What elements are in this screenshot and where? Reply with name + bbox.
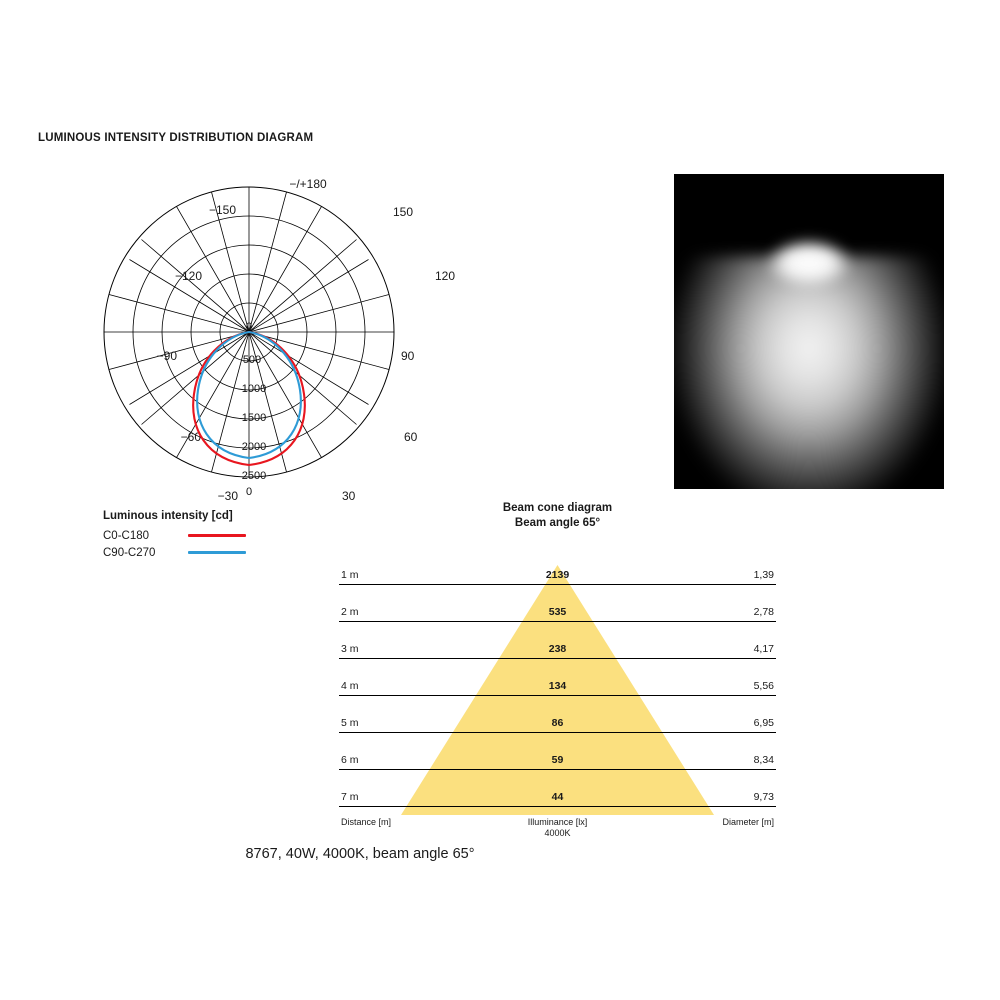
- svg-text:2000: 2000: [241, 441, 267, 453]
- legend-swatch-c90-c270: [188, 551, 246, 554]
- cone-row-diameter: 4,17: [753, 643, 774, 655]
- cone-row-distance: 2 m: [341, 606, 359, 618]
- polar-chart-legend: [103, 510, 323, 561]
- svg-text:−90: −90: [156, 349, 177, 363]
- cone-row-diameter: 2,78: [753, 606, 774, 618]
- cone-row: [339, 676, 776, 713]
- footer-illuminance-label: [339, 817, 776, 839]
- cone-row-illuminance: 2139: [545, 569, 570, 581]
- beam-photograph: [674, 174, 944, 489]
- cone-row-rule: [339, 806, 776, 807]
- cone-row-illuminance: 535: [548, 606, 567, 618]
- beam-cone-footer: [339, 817, 776, 841]
- cone-row-illuminance: 44: [551, 791, 564, 803]
- legend-item-c90-c270: [103, 544, 323, 561]
- svg-text:2500: 2500: [241, 470, 267, 482]
- svg-text:−150: −150: [208, 203, 236, 217]
- cone-row-distance: 3 m: [341, 643, 359, 655]
- svg-text:60: 60: [404, 430, 418, 444]
- cone-row-rule: [339, 584, 776, 585]
- footer-distance-label: Distance [m]: [341, 817, 392, 827]
- cone-row-diameter: 9,73: [753, 791, 774, 803]
- cone-row: [339, 639, 776, 676]
- cone-row-distance: 1 m: [341, 569, 359, 581]
- cone-row-rule: [339, 769, 776, 770]
- svg-text:0: 0: [245, 321, 253, 333]
- cone-row-rule: [339, 732, 776, 733]
- footer-diameter-label: Diameter [m]: [722, 817, 774, 827]
- page-title: LUMINOUS INTENSITY DISTRIBUTION DIAGRAM: [38, 132, 314, 144]
- svg-text:30: 30: [342, 489, 356, 503]
- cone-row: [339, 602, 776, 639]
- svg-text:120: 120: [435, 269, 456, 283]
- polar-ring-labels: [242, 321, 266, 498]
- cone-row-rule: [339, 658, 776, 659]
- cone-row-illuminance: 59: [551, 754, 564, 766]
- footer-illuminance-line1: Illuminance [lx]: [527, 817, 588, 827]
- svg-text:1500: 1500: [241, 412, 267, 424]
- cone-row: [339, 750, 776, 787]
- cone-row-distance: 6 m: [341, 754, 359, 766]
- cone-row: [339, 713, 776, 750]
- cone-row-diameter: 1,39: [753, 569, 774, 581]
- legend-item-c0-c180: [103, 527, 323, 544]
- legend-label-c0-c180: C0-C180: [103, 529, 150, 542]
- cone-row-diameter: 8,34: [753, 754, 774, 766]
- legend-swatch-c0-c180: [188, 534, 246, 537]
- cone-row-diameter: 6,95: [753, 717, 774, 729]
- luminous-intensity-polar-chart: [60, 160, 460, 510]
- beam-cone-title-line2: Beam angle 65°: [514, 517, 601, 529]
- figure-caption: 8767, 40W, 4000K, beam angle 65°: [245, 846, 475, 862]
- polar-chart-svg: [60, 160, 460, 510]
- svg-text:90: 90: [401, 349, 415, 363]
- cone-row: [339, 565, 776, 602]
- cone-row-illuminance: 238: [548, 643, 567, 655]
- svg-text:150: 150: [393, 205, 414, 219]
- cone-row-diameter: 5,56: [753, 680, 774, 692]
- cone-row-rule: [339, 695, 776, 696]
- legend-label-c90-c270: C90-C270: [103, 546, 156, 559]
- cone-row-distance: 4 m: [341, 680, 359, 692]
- cone-row-illuminance: 134: [548, 680, 567, 692]
- svg-text:−30: −30: [217, 489, 238, 503]
- footer-illuminance-line2: 4000K: [544, 828, 571, 838]
- svg-text:500: 500: [242, 354, 262, 366]
- beam-cone-diagram: [339, 565, 776, 830]
- svg-text:1000: 1000: [241, 383, 267, 395]
- cone-row-rule: [339, 621, 776, 622]
- svg-text:−120: −120: [174, 269, 202, 283]
- svg-text:0: 0: [245, 486, 253, 498]
- svg-text:−60: −60: [180, 430, 201, 444]
- beam-cone-title-line1: Beam cone diagram: [502, 502, 613, 514]
- cone-row-distance: 7 m: [341, 791, 359, 803]
- legend-title: Luminous intensity [cd]: [103, 510, 233, 522]
- svg-text:−/+180: −/+180: [289, 177, 327, 191]
- cone-row-distance: 5 m: [341, 717, 359, 729]
- beam-cone-title: [339, 501, 776, 531]
- beam-hotspot: [749, 228, 869, 298]
- cone-row-illuminance: 86: [551, 717, 564, 729]
